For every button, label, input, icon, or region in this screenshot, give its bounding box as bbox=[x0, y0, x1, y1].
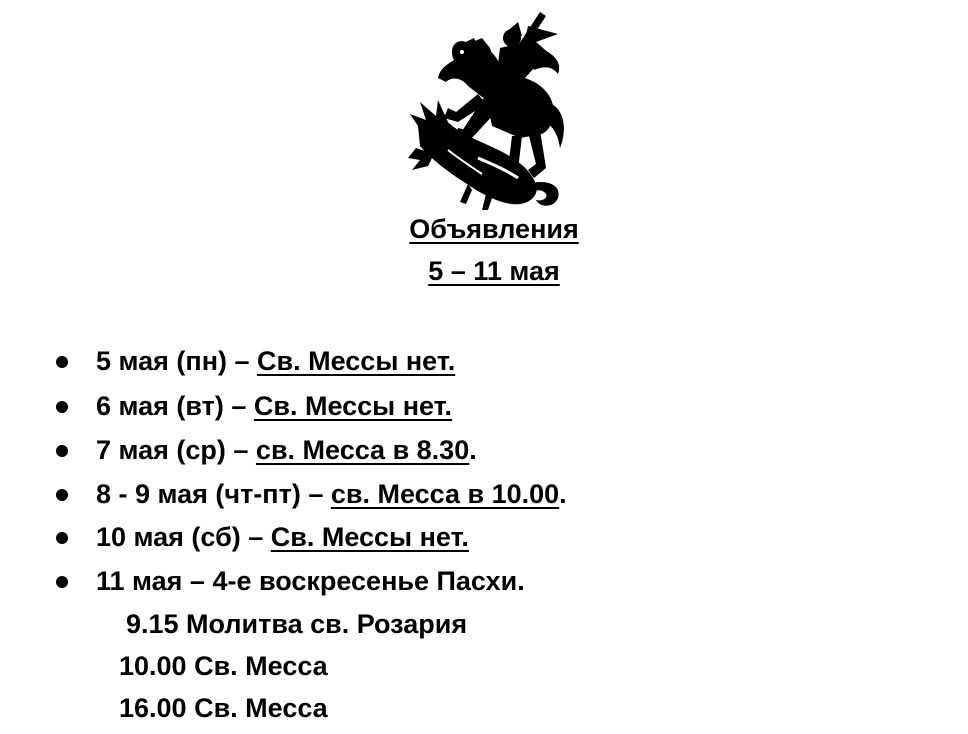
announcement-detail: Св. Мессы нет. bbox=[257, 346, 456, 376]
bullet-icon bbox=[56, 356, 68, 368]
page-title: Объявления bbox=[409, 214, 579, 244]
date-range: 5 – 11 мая bbox=[428, 256, 560, 286]
announcement-detail: Св. Мессы нет. bbox=[253, 391, 453, 421]
announcement-day: 5 мая (пн) – bbox=[96, 346, 258, 376]
announcement-tail: . bbox=[559, 479, 567, 509]
bullet-icon bbox=[56, 532, 68, 544]
schedule-mass-morning: 10.00 Св. Месса bbox=[119, 651, 328, 681]
schedule-rosary: 9.15 Молитва св. Розария bbox=[126, 609, 468, 639]
announcement-detail: Св. Мессы нет. bbox=[270, 522, 469, 552]
announcement-day: 7 мая (ср) – bbox=[96, 435, 256, 465]
announcement-day: 8 - 9 мая (чт-пт) – bbox=[96, 479, 331, 509]
announcement-detail: св. Месса в 10.00 bbox=[330, 479, 560, 509]
bullet-icon bbox=[56, 401, 68, 413]
bullet-icon bbox=[56, 576, 68, 588]
announcement-day: 6 мая (вт) – bbox=[96, 391, 254, 421]
bullet-icon bbox=[56, 489, 68, 501]
announcement-day: 10 мая (сб) – bbox=[96, 522, 271, 552]
announcement-day: 11 мая – 4-е воскресенье Пасхи. bbox=[96, 566, 525, 596]
bullet-icon bbox=[56, 445, 68, 457]
announcement-tail: . bbox=[469, 435, 477, 465]
saint-george-and-dragon-icon bbox=[408, 8, 570, 212]
schedule-mass-afternoon: 16.00 Св. Месса bbox=[119, 693, 328, 723]
announcement-detail: св. Месса в 8.30 bbox=[255, 435, 470, 465]
